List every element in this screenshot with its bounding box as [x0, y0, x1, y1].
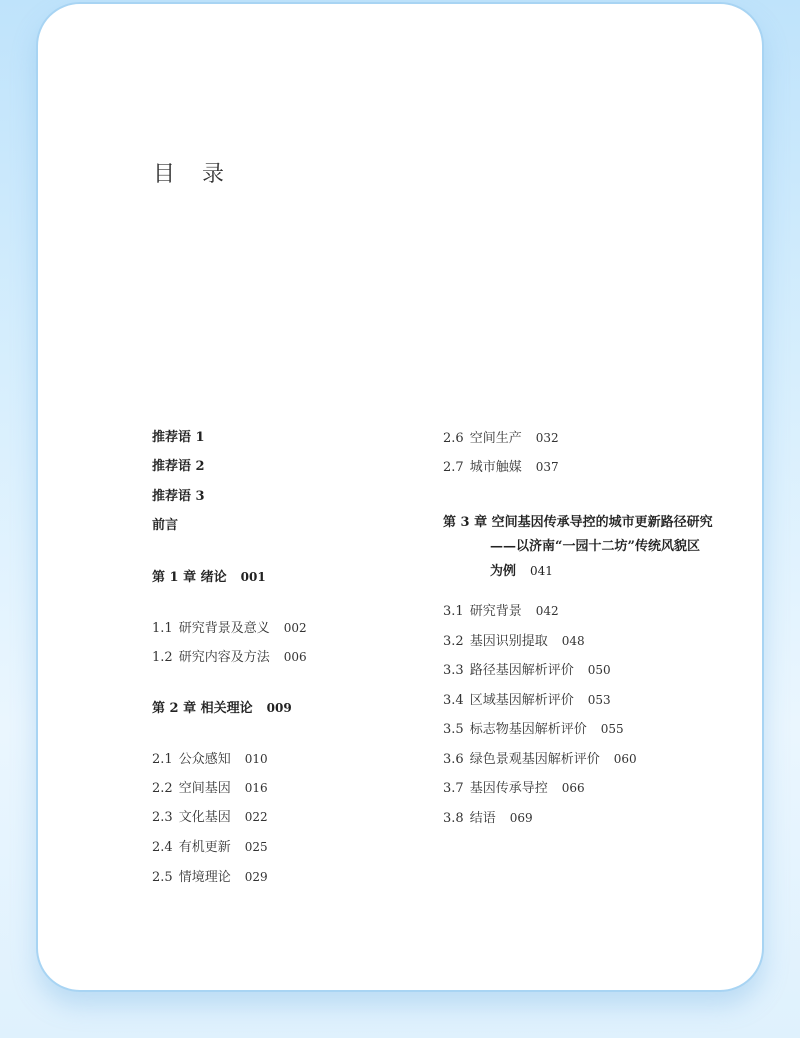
toc-section-3-1[interactable] [443, 603, 559, 620]
page-number: 053 [587, 693, 611, 707]
chapter-title-line-2: ——以济南“一园十二坊”传统风貌区 [490, 539, 700, 554]
toc-section-2-5[interactable] [152, 869, 268, 886]
toc-section-1-2[interactable] [152, 649, 307, 666]
toc-section-2-4[interactable] [152, 839, 268, 856]
section-number: 1.2 [152, 650, 173, 665]
page-number: 010 [244, 752, 268, 766]
section-title: 空间基因 [178, 781, 231, 796]
section-title: 研究背景 [469, 604, 522, 619]
chapter-title: 第 2 章 相关理论 [152, 701, 253, 716]
toc-section-3-6[interactable] [443, 751, 637, 768]
page-number: 006 [283, 650, 307, 664]
toc-section-2-3[interactable] [152, 809, 268, 826]
page-number: 025 [244, 840, 268, 854]
page-number: 022 [244, 810, 268, 824]
section-title: 标志物基因解析评价 [469, 722, 587, 737]
section-number: 3.3 [443, 663, 464, 678]
section-number: 2.6 [443, 431, 464, 446]
page-number: 001 [240, 570, 266, 584]
toc-section-2-7[interactable] [443, 459, 559, 476]
toc-chapter-1[interactable] [152, 569, 266, 586]
section-title: 研究内容及方法 [178, 650, 270, 665]
toc-section-2-6[interactable] [443, 430, 559, 447]
page-number: 050 [587, 663, 611, 677]
page-number: 002 [283, 621, 307, 635]
chapter-title-line-3-text: 为例 [490, 564, 517, 579]
section-title: 城市触媒 [469, 460, 522, 475]
page-number: 009 [266, 701, 292, 715]
section-title: 有机更新 [178, 840, 231, 855]
chapter-title-line-1: 第 3 章 空间基因传承导控的城市更新路径研究 [443, 515, 713, 530]
section-number: 3.1 [443, 604, 464, 619]
toc-entry-recommendation-1[interactable]: 推荐语 1 [152, 430, 205, 445]
page-number: 048 [561, 634, 585, 648]
toc-section-3-3[interactable] [443, 662, 611, 679]
section-title: 情境理论 [178, 870, 231, 885]
section-title: 基因传承导控 [469, 781, 548, 796]
section-number: 2.4 [152, 840, 173, 855]
section-title: 基因识别提取 [469, 634, 548, 649]
section-title: 公众感知 [178, 752, 231, 767]
toc-section-2-1[interactable] [152, 751, 268, 768]
section-number: 3.5 [443, 722, 464, 737]
section-title: 文化基因 [178, 810, 231, 825]
page-number: 066 [561, 781, 585, 795]
toc-entry-preface[interactable]: 前言 [152, 518, 179, 533]
page-title: 目 录 [153, 162, 234, 187]
section-title: 空间生产 [469, 431, 522, 446]
section-title: 结语 [469, 811, 496, 826]
page-number: 032 [535, 431, 559, 445]
toc-section-3-7[interactable] [443, 780, 585, 797]
toc-section-3-4[interactable] [443, 692, 611, 709]
section-number: 3.4 [443, 693, 464, 708]
section-title: 路径基因解析评价 [469, 663, 574, 678]
section-number: 2.3 [152, 810, 173, 825]
toc-section-3-8[interactable] [443, 810, 533, 827]
page-number: 060 [613, 752, 637, 766]
toc-section-1-1[interactable] [152, 620, 307, 637]
toc-section-3-5[interactable] [443, 721, 624, 738]
page-number: 041 [530, 564, 553, 578]
section-number: 2.2 [152, 781, 173, 796]
toc-section-2-2[interactable] [152, 780, 268, 797]
page-number: 037 [535, 460, 559, 474]
section-title: 区域基因解析评价 [469, 693, 574, 708]
toc-chapter-2[interactable] [152, 700, 292, 717]
chapter-title: 第 1 章 绪论 [152, 570, 227, 585]
toc-entry-recommendation-3[interactable]: 推荐语 3 [152, 489, 205, 504]
section-number: 3.2 [443, 634, 464, 649]
section-number: 1.1 [152, 621, 173, 636]
page-card [36, 2, 764, 992]
page-number: 055 [600, 722, 624, 736]
toc-entry-recommendation-2[interactable]: 推荐语 2 [152, 459, 205, 474]
chapter-title-line-3 [443, 559, 713, 583]
page-number: 042 [535, 604, 559, 618]
toc-section-3-2[interactable] [443, 633, 585, 650]
section-number: 2.1 [152, 752, 173, 767]
toc-chapter-3[interactable] [443, 511, 713, 583]
section-title: 绿色景观基因解析评价 [469, 752, 600, 767]
page-number: 016 [244, 781, 268, 795]
section-number: 3.8 [443, 811, 464, 826]
section-number: 3.6 [443, 752, 464, 767]
section-number: 2.7 [443, 460, 464, 475]
page-number: 069 [509, 811, 533, 825]
section-title: 研究背景及意义 [178, 621, 270, 636]
section-number: 2.5 [152, 870, 173, 885]
section-number: 3.7 [443, 781, 464, 796]
page-number: 029 [244, 870, 268, 884]
